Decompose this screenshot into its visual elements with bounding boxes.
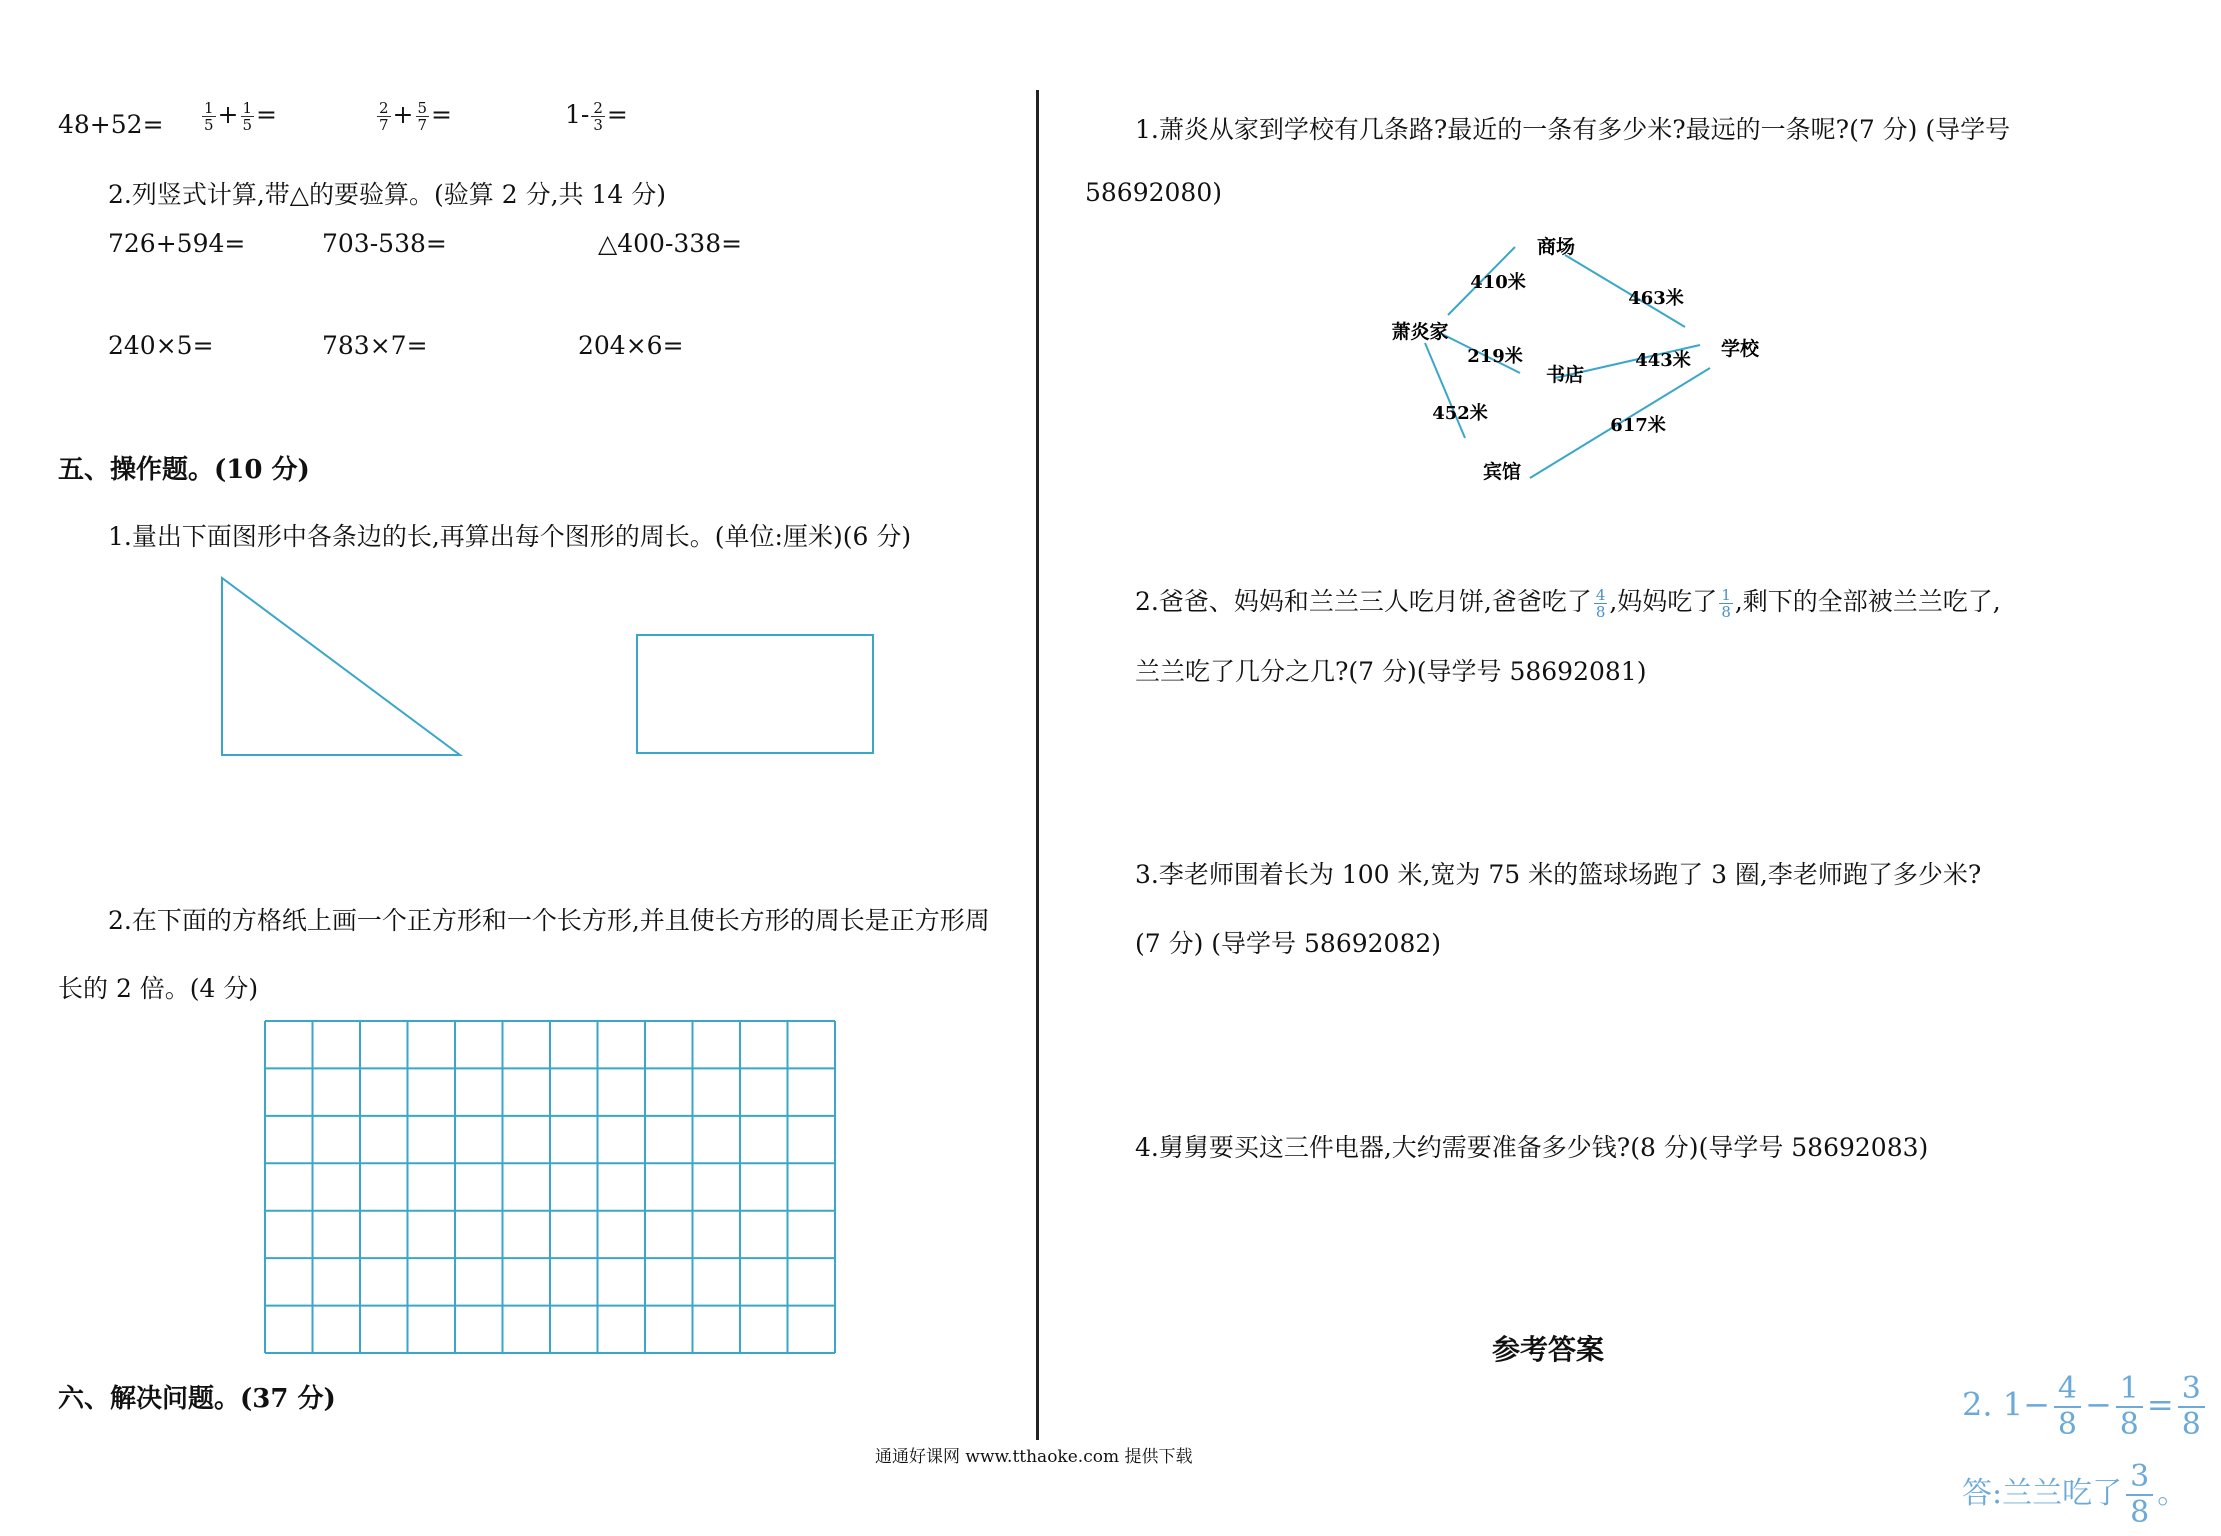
node-home: 萧炎家 [1391,321,1449,343]
question-2-title: 2.列竖式计算,带△的要验算。(验算 2 分,共 14 分) [108,180,666,209]
node-school: 学校 [1720,338,1760,360]
route-map [1380,225,1780,495]
section-5-question-1: 1.量出下面图形中各条边的长,再算出每个图形的周长。(单位:厘米)(6 分) [108,522,912,551]
answers-title: 参考答案 [1492,1333,1605,1366]
answer-line-2: 答:兰兰吃了 $\frac{3}{8}$ 。 [1962,1459,2188,1530]
problem-2-line1: 2.爸爸、妈妈和兰兰三人吃月饼,爸爸吃了 $\frac{4}{8}$ ,妈妈吃了 $\frac{1}{8}$ ,剩下的全部被兰兰吃了, [1135,586,2001,621]
dist-home-book: 219米 [1467,346,1523,367]
section-6-title: 六、解决问题。(37 分) [58,1384,336,1414]
rectangle-shape [637,635,873,753]
problem-1-line2: 58692080) [1085,178,1222,207]
problem-2-line2: 兰兰吃了几分之几?(7 分)(导学号 58692081) [1135,657,1647,686]
oral-calc-2: $\frac{1}{5}$ + $\frac{1}{5}$ = [204,99,277,134]
problem-1-line1: 1.萧炎从家到学校有几条路?最近的一条有多少米?最远的一条呢?(7 分) (导学号 [1135,115,2011,144]
node-hotel: 宾馆 [1482,461,1522,483]
vertical-calc-3: △400-338= [598,229,743,258]
section-5-question-2-line2: 长的 2 倍。(4 分) [58,974,259,1003]
dist-home-hotel: 452米 [1432,403,1488,424]
column-divider [1036,90,1039,1440]
oral-calc-1: 48+52= [58,110,164,139]
section-5-question-2-line1: 2.在下面的方格纸上画一个正方形和一个长方形,并且使长方形的周长是正方形周 [108,906,990,935]
problem-3-line1: 3.李老师围着长为 100 米,宽为 75 米的篮球场跑了 3 圈,李老师跑了多少米? [1135,860,1982,889]
oral-calc-3: $\frac{2}{7}$ + $\frac{5}{7}$ = [379,99,452,134]
vertical-calc-2: 703-538= [322,229,447,258]
dist-hotel-school: 617米 [1610,415,1666,436]
grid-paper[interactable] [264,1020,836,1354]
node-book: 书店 [1545,364,1585,386]
answer-line-1: 2. 1− $\frac{4}{8}$ − $\frac{1}{8}$ = $\frac{3}{8}$ [1962,1372,2209,1442]
vertical-calc-6: 204×6= [578,331,684,360]
dist-home-mall: 410米 [1470,272,1526,293]
problem-4: 4.舅舅要买这三件电器,大约需要准备多少钱?(8 分)(导学号 58692083) [1135,1133,1929,1162]
dist-mall-school: 463米 [1628,288,1684,309]
node-mall: 商场 [1536,236,1576,258]
dist-book-school: 443米 [1635,350,1691,371]
triangle-shape [222,578,460,755]
problem-3-line2: (7 分) (导学号 58692082) [1135,929,1442,958]
vertical-calc-5: 783×7= [322,331,428,360]
vertical-calc-4: 240×5= [108,331,214,360]
footer-credit[interactable]: 通通好课网 www.tthaoke.com 提供下载 [875,1447,1193,1467]
oral-calc-4: 1- $\frac{2}{3}$ = [565,99,628,134]
vertical-calc-1: 726+594= [108,229,246,258]
section-5-title: 五、操作题。(10 分) [58,455,310,485]
